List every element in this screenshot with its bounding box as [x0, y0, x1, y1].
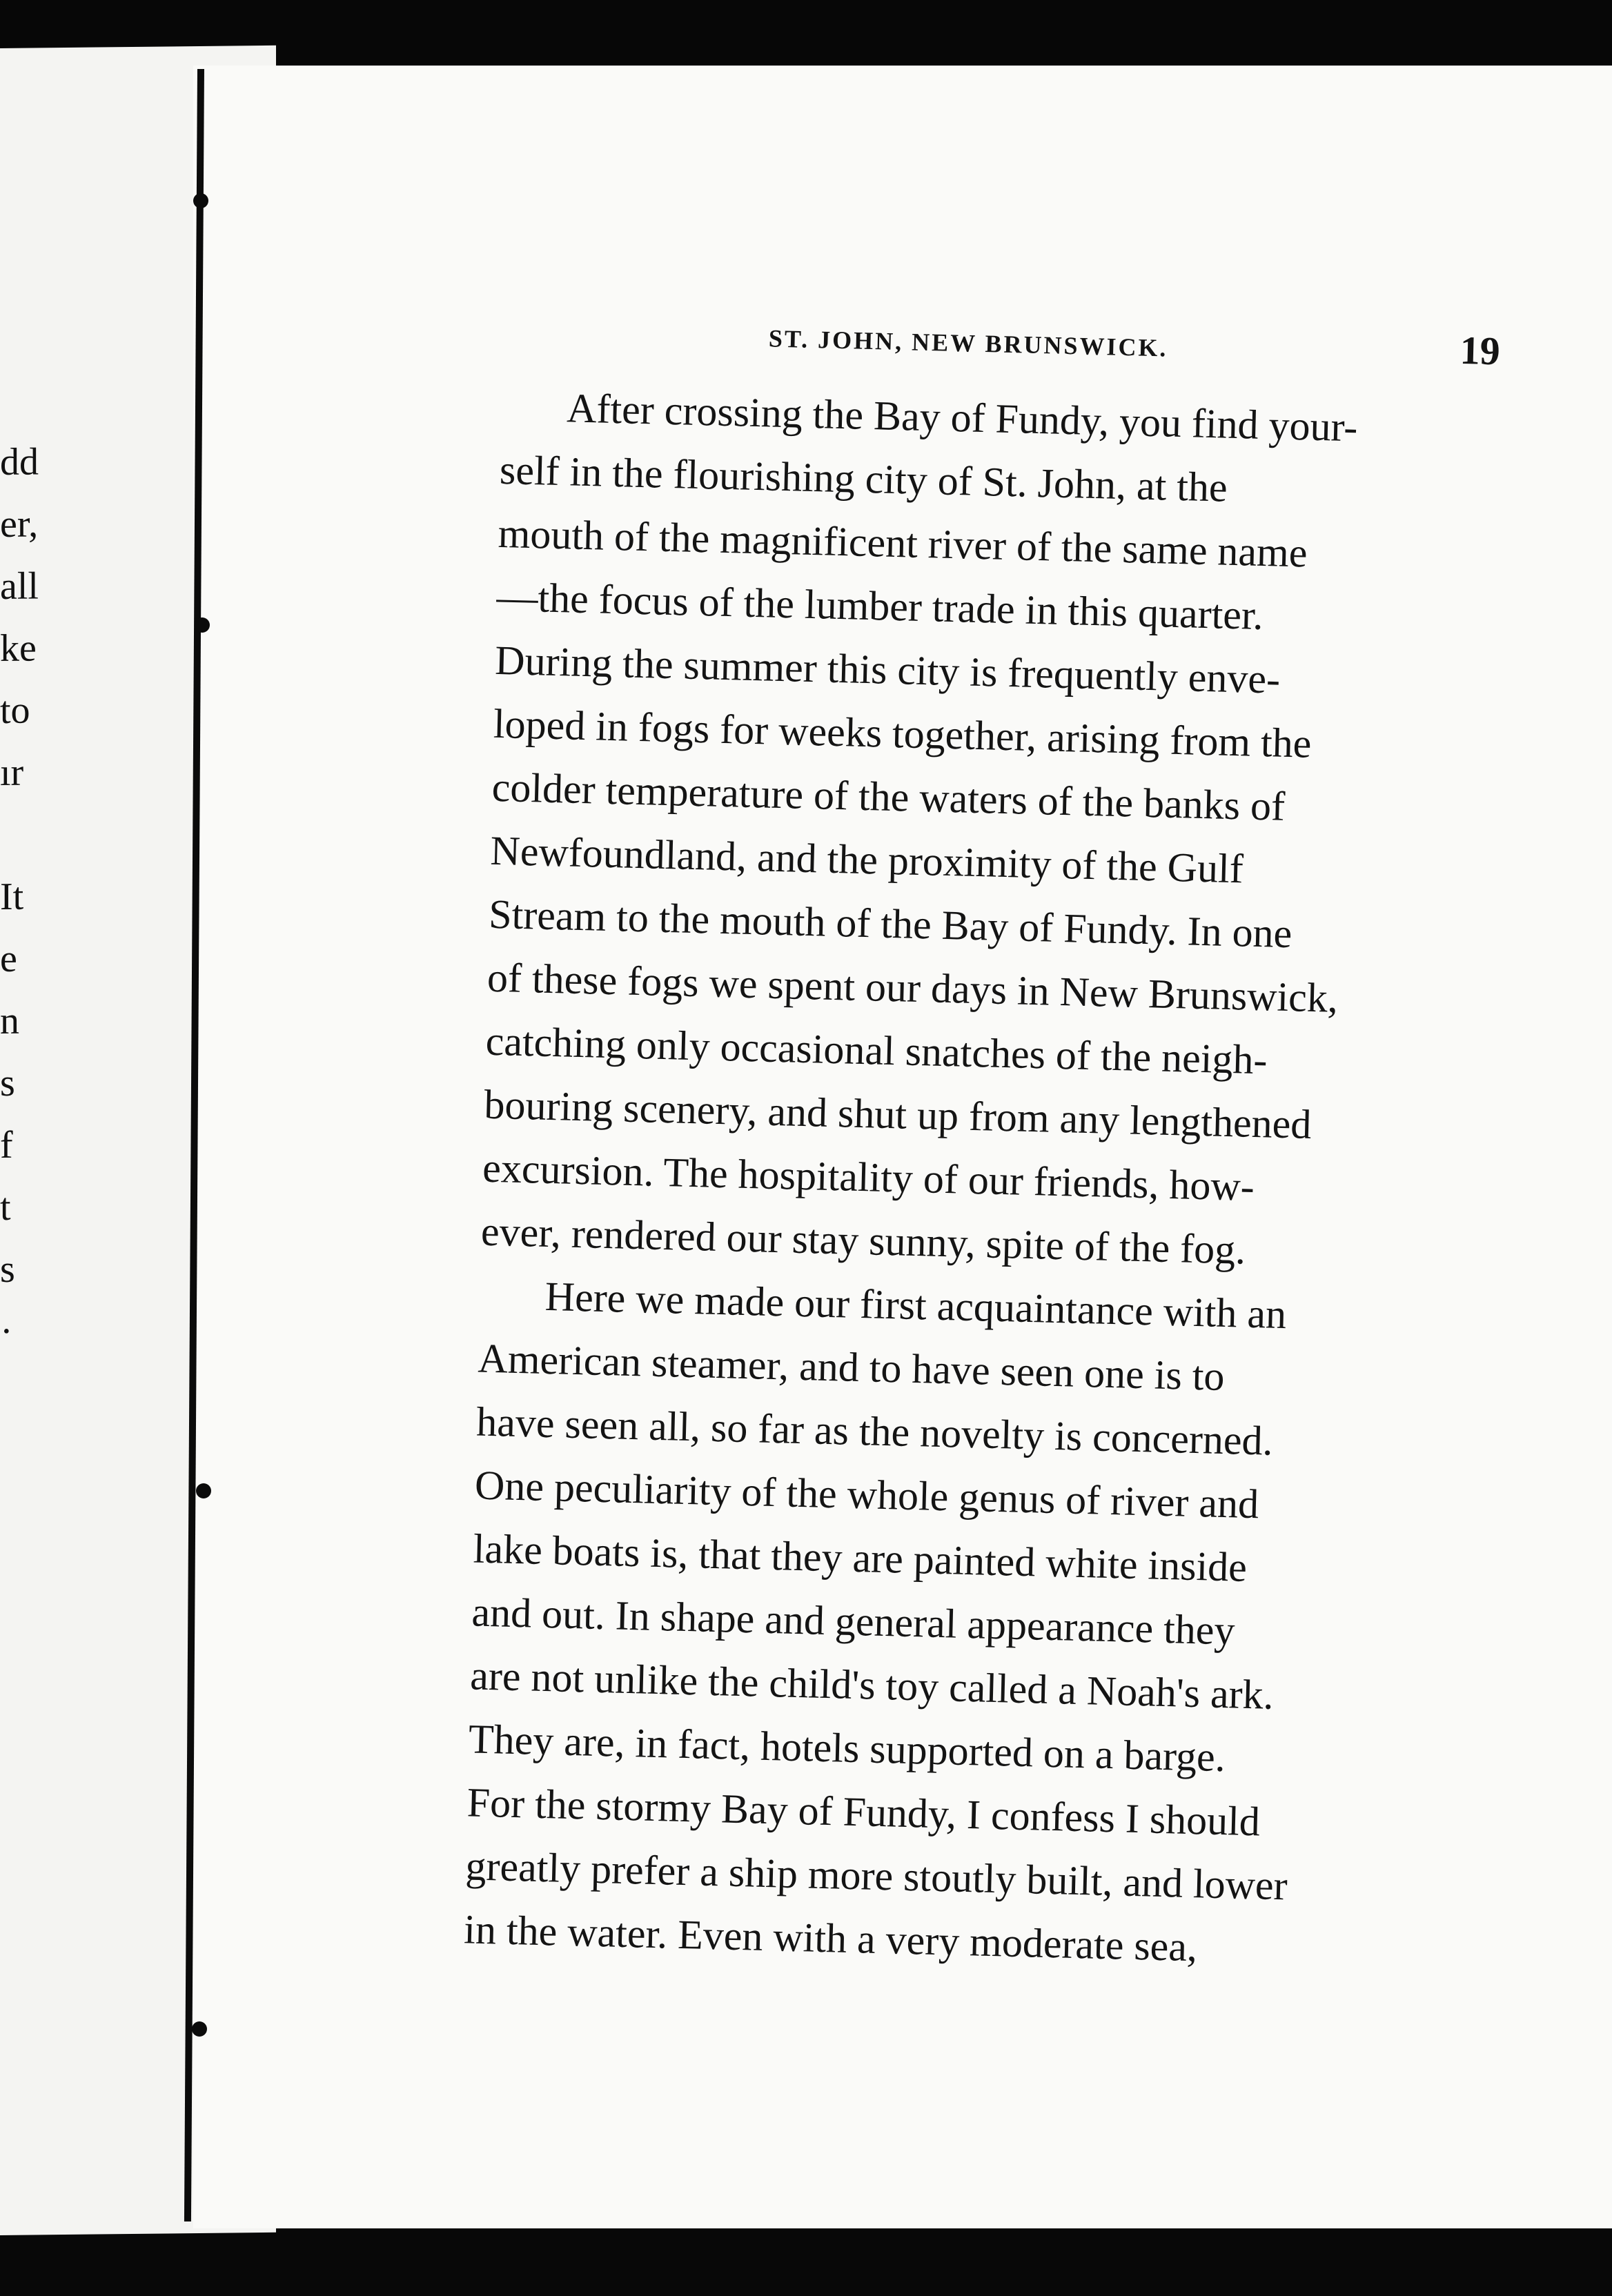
left-page-fragment: · [0, 1309, 13, 1353]
left-page-fragment: to [0, 689, 30, 732]
left-page-fragment: er, [0, 502, 39, 546]
text-line: They are, in fact, hotels supported on a barge. [468, 1716, 1226, 1781]
left-page-fragment: s [0, 1247, 15, 1291]
left-page-text-fragments [0, 430, 83, 1363]
text-line: Here we made our first acquaintance with an [544, 1273, 1287, 1338]
text-line: American steamer, and to have seen one is to [477, 1335, 1226, 1399]
left-page-fragment: all [0, 564, 39, 608]
text-line: mouth of the magnificent river of the same name [498, 510, 1308, 576]
text-line: For the stormy Bay of Fundy, I confess I should [466, 1779, 1261, 1845]
text-line: and out. In shape and general appearance they [471, 1589, 1236, 1654]
left-page-fragment: s [0, 1061, 15, 1105]
text-line: Stream to the mouth of the Bay of Fundy. In one [488, 891, 1293, 957]
spine-binding-knot [192, 2021, 207, 2037]
text-line: have seen all, so far as the novelty is concerned. [475, 1398, 1274, 1464]
left-page-fragment: dd [0, 440, 39, 484]
left-page-fragment: It [0, 875, 24, 918]
left-page-fragment: ke [0, 626, 37, 670]
text-line: ever, rendered our stay sunny, spite of the fog. [480, 1208, 1246, 1273]
text-line: One peculiarity of the whole genus of river and [474, 1462, 1259, 1527]
text-line: bouring scenery, and shut up from any lengthened [483, 1081, 1313, 1147]
left-page-fragment: e [0, 937, 17, 980]
spine-binding-knot [193, 193, 208, 208]
text-line: of these fogs we spent our days in New Brunswick, [486, 954, 1339, 1021]
text-line: greatly prefer a ship more stoutly built, and lower [464, 1843, 1288, 1909]
paragraph-2 [463, 1263, 1432, 1984]
running-head-title: ST. JOHN, NEW BRUNSWICK. [768, 324, 1168, 362]
text-line: colder temperature of the waters of the banks of [491, 764, 1286, 829]
text-line: are not unlike the child's toy called a Noah's ark. [469, 1652, 1275, 1718]
text-line: in the water. Even with a very moderate sea, [463, 1906, 1198, 1970]
left-page-fragment: n [0, 999, 19, 1042]
text-line: lake boats is, that they are painted white inside [473, 1525, 1248, 1590]
left-page-fragment [0, 803, 83, 866]
page-text-block [463, 304, 1501, 1985]
text-line: catching only occasional snatches of the neigh- [485, 1018, 1268, 1083]
text-line: During the summer this city is frequently enve- [494, 637, 1281, 702]
left-page-fragment: f [0, 1123, 13, 1167]
text-line: excursion. The hospitality of our friends, how- [482, 1145, 1255, 1209]
text-line: —the focus of the lumber trade in this quarter. [495, 573, 1264, 639]
text-line: self in the flourishing city of St. John, at the [499, 446, 1228, 511]
paragraph-1 [480, 375, 1454, 1286]
text-line: loped in fogs for weeks together, arising from the [493, 700, 1313, 766]
spine-binding-knot [195, 617, 210, 633]
text-line: After crossing the Bay of Fundy, you find your- [566, 385, 1359, 451]
left-page-fragment: ır [0, 751, 24, 794]
text-line: Newfoundland, and the proximity of the Gulf [489, 827, 1244, 892]
spine-binding-knot [196, 1483, 211, 1498]
left-page-fragment: t [0, 1185, 11, 1229]
page-number: 19 [1459, 327, 1501, 374]
